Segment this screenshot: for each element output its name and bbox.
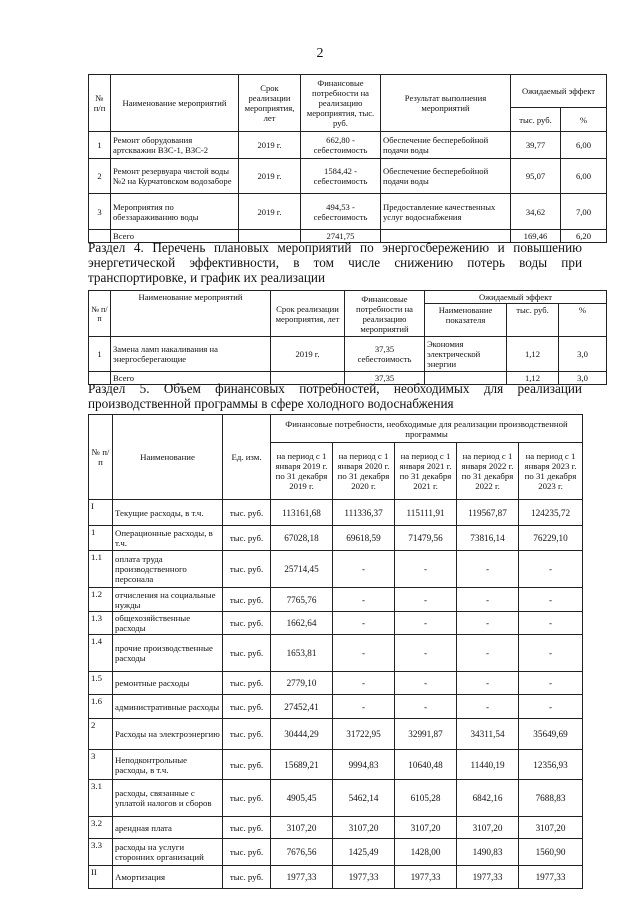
row-unit: тыс. руб. [223,672,271,695]
table-row [89,695,583,719]
row-value: 71479,56 [395,526,457,551]
row-num: 3 [89,750,113,780]
row-name: административные расходы [113,695,223,719]
row-value: - [333,672,395,695]
row-value: 1425,49 [333,839,395,866]
total-label: Всего [111,372,271,385]
row-num: 3.3 [89,839,113,866]
row-value: 1490,83 [457,839,519,866]
row-num: 1.5 [89,672,113,695]
header-effect-pct: % [561,108,607,132]
row-value: 9994,83 [333,750,395,780]
row-name: Амортизация [113,866,223,889]
row-value: - [519,635,583,672]
row-num: 2 [89,159,111,194]
row-num: 1.3 [89,612,113,635]
row-pct: 3,0 [559,337,607,372]
table-row [89,817,583,839]
header-num: № п/п [89,415,113,500]
row-unit: тыс. руб. [223,551,271,588]
row-value: 1977,33 [457,866,519,889]
table-row [89,194,607,230]
row-name: Ремонт оборудования артскважин ВЗС-1, ВЗС-2 [111,132,239,159]
row-value: 30444,29 [271,719,333,750]
table-row [89,839,583,866]
row-name: Ремонт резервуара чистой воды №2 на Курчатовском водозаборе [111,159,239,194]
row-value: - [333,551,395,588]
row-unit: тыс. руб. [223,817,271,839]
row-value: - [333,695,395,719]
row-result: Обеспечение бесперебойной подачи воды [381,132,511,159]
row-value: - [395,672,457,695]
table-row [89,866,583,889]
row-finance: 1584,42 - себестоимость [301,159,381,194]
row-name: ремонтные расходы [113,672,223,695]
row-unit: тыс. руб. [223,612,271,635]
row-value: 32991,87 [395,719,457,750]
row-effect: 34,62 [511,194,561,230]
row-num: 3 [89,194,111,230]
row-num: 3.2 [89,817,113,839]
row-value: 7688,83 [519,780,583,817]
total-effect: 1,12 [507,372,559,385]
row-num: 1 [89,526,113,551]
row-value: 1977,33 [395,866,457,889]
row-num: 1.1 [89,551,113,588]
row-unit: тыс. руб. [223,500,271,526]
table-row [89,500,583,526]
row-num: 1.2 [89,588,113,612]
header-unit: тыс. руб. [507,304,559,337]
total-effect: 169,46 [511,230,561,243]
row-value: 1977,33 [271,866,333,889]
table-row [89,159,607,194]
row-term: 2019 г. [239,132,301,159]
header-period-2023: на период с 1 января 2023 г. по 31 декабря 2023 г. [519,443,583,500]
row-value: 115111,91 [395,500,457,526]
table-row [89,612,583,635]
header-num: № п/п [89,291,111,337]
row-name: Операционные расходы, в т.ч. [113,526,223,551]
row-value: 113161,68 [271,500,333,526]
row-value: 111336,37 [333,500,395,526]
row-pct: 6,00 [561,159,607,194]
row-value: - [519,695,583,719]
row-value: 35649,69 [519,719,583,750]
row-unit: тыс. руб. [223,526,271,551]
table-row [89,672,583,695]
row-pct: 6,00 [561,132,607,159]
total-label: Всего [111,230,239,243]
header-name: Наименование мероприятий [111,75,239,132]
total-pct: 6,20 [561,230,607,243]
table-row [89,526,583,551]
header-indicator: Наименование показателя [425,304,507,337]
row-value: - [519,612,583,635]
row-value: 4905,45 [271,780,333,817]
row-value: 3107,20 [271,817,333,839]
header-finance: Финансовые потребности на реализацию мероприятий [345,291,425,337]
row-value: 15689,21 [271,750,333,780]
row-term: 2019 г. [239,159,301,194]
header-num: № п/п [89,75,111,132]
row-unit: тыс. руб. [223,750,271,780]
row-unit: тыс. руб. [223,866,271,889]
row-value: - [519,588,583,612]
header-period-2020: на период с 1 января 2020 г. по 31 декабря 2020 г. [333,443,395,500]
row-value: 1662,64 [271,612,333,635]
row-value: - [395,588,457,612]
row-name: Текущие расходы, в т.ч. [113,500,223,526]
row-value: 1977,33 [519,866,583,889]
row-value: 1977,33 [333,866,395,889]
header-effect: Ожидаемый эффект [511,75,607,108]
row-name: Мероприятия по обеззараживанию воды [111,194,239,230]
total-finance: 37,35 [345,372,425,385]
row-indicator: Экономия электрической энергии [425,337,507,372]
row-value: 31722,95 [333,719,395,750]
row-value: 76229,10 [519,526,583,551]
row-value: 3107,20 [333,817,395,839]
row-value: 1653,81 [271,635,333,672]
table-row [89,719,583,750]
row-value: - [519,672,583,695]
row-term: 2019 г. [271,337,345,372]
row-value: - [395,695,457,719]
financial-needs-table [88,414,583,889]
row-value: - [395,551,457,588]
row-effect: 95,07 [511,159,561,194]
total-pct: 3,0 [559,372,607,385]
row-value: - [457,672,519,695]
row-value: 67028,18 [271,526,333,551]
row-value: - [333,635,395,672]
row-num: 2 [89,719,113,750]
row-value: 1428,00 [395,839,457,866]
row-value: - [457,695,519,719]
row-finance: 37,35 себестоимость [345,337,425,372]
row-name: оплата труда производственного персонала [113,551,223,588]
row-effect: 1,12 [507,337,559,372]
header-term: Срок реализации мероприятия, лет [239,75,301,132]
row-unit: тыс. руб. [223,719,271,750]
header-effect-unit: тыс. руб. [511,108,561,132]
row-unit: тыс. руб. [223,780,271,817]
row-pct: 7,00 [561,194,607,230]
row-value: 69618,59 [333,526,395,551]
row-value: 7765,76 [271,588,333,612]
row-value: - [519,551,583,588]
row-unit: тыс. руб. [223,635,271,672]
row-value: - [395,612,457,635]
row-value: 25714,45 [271,551,333,588]
row-value: 6105,28 [395,780,457,817]
row-name: Замена ламп накаливания на энергосберегающие [111,337,271,372]
row-value: - [395,635,457,672]
row-num: 1.4 [89,635,113,672]
row-unit: тыс. руб. [223,588,271,612]
header-finance: Финансовые потребности на реализацию мероприятия, тыс. руб. [301,75,381,132]
row-name: расходы, связанные с уплатой налогов и сборов [113,780,223,817]
row-name: Неподконтрольные расходы, в т.ч. [113,750,223,780]
table-row [89,635,583,672]
row-value: - [457,588,519,612]
header-period-2022: на период с 1 января 2022 г. по 31 декабря 2022 г. [457,443,519,500]
section-5-heading: Раздел 5. Объем финансовых потребностей, необходимых для реализации производственной программы в сфере холодного водоснабжения [88,381,582,411]
table-row [89,132,607,159]
row-value: 5462,14 [333,780,395,817]
row-unit: тыс. руб. [223,839,271,866]
row-value: 3107,20 [519,817,583,839]
row-value: 124235,72 [519,500,583,526]
row-finance: 662,80 - себестоимость [301,132,381,159]
row-unit: тыс. руб. [223,695,271,719]
row-value: - [333,612,395,635]
row-value: - [333,588,395,612]
row-value: 2779,10 [271,672,333,695]
row-value: 3107,20 [395,817,457,839]
header-effect: Ожидаемый эффект [425,291,607,304]
row-result: Предоставление качественных услуг водоснабжения [381,194,511,230]
row-value: 73816,14 [457,526,519,551]
table-row [89,551,583,588]
row-name: общехозяйственные расходы [113,612,223,635]
row-value: - [457,551,519,588]
row-value: - [457,635,519,672]
row-value: - [457,612,519,635]
row-finance: 494,53 - себестоимость [301,194,381,230]
row-name: прочие производственные расходы [113,635,223,672]
header-result: Результат выполнения мероприятий [381,75,511,132]
row-value: 6842,16 [457,780,519,817]
header-name: Наименование мероприятий [111,291,271,337]
row-value: 119567,87 [457,500,519,526]
row-name: арендная плата [113,817,223,839]
table-row [89,588,583,612]
header-pct: % [559,304,607,337]
page-number: 2 [316,46,324,61]
measures-table [88,74,607,243]
header-period-2021: на период с 1 января 2021 г. по 31 декабря 2021 г. [395,443,457,500]
table-row [89,750,583,780]
header-unit: Ед. изм. [223,415,271,500]
row-name: расходы на услуги сторонних организаций [113,839,223,866]
header-period-2019: на период с 1 января 2019 г. по 31 декабря 2019 г. [271,443,333,500]
row-value: 3107,20 [457,817,519,839]
row-num: I [89,500,113,526]
header-finance: Финансовые потребности, необходимые для реализации производственной программы [271,415,583,443]
row-value: 1560,90 [519,839,583,866]
row-value: 34311,54 [457,719,519,750]
row-num: 1 [89,337,111,372]
row-value: 11440,19 [457,750,519,780]
row-value: 10640,48 [395,750,457,780]
row-effect: 39,77 [511,132,561,159]
row-num: 1 [89,132,111,159]
row-num: II [89,866,113,889]
row-value: 27452,41 [271,695,333,719]
energy-measures-table [88,290,607,385]
row-num: 1.6 [89,695,113,719]
row-name: Расходы на электроэнергию [113,719,223,750]
row-result: Обеспечение бесперебойной подачи воды [381,159,511,194]
header-name: Наименование [113,415,223,500]
total-finance: 2741,75 [301,230,381,243]
row-value: 12356,93 [519,750,583,780]
row-name: отчисления на социальные нужды [113,588,223,612]
row-num: 3.1 [89,780,113,817]
row-term: 2019 г. [239,194,301,230]
header-term: Срок реализации мероприятия, лет [271,291,345,337]
row-value: 7676,56 [271,839,333,866]
section-4-heading: Раздел 4. Перечень плановых мероприятий по энергосбережению и повышению энергетической эффективности, в том числе снижению потерь воды при транспортировке, и график их реализации [88,240,582,285]
table-row [89,780,583,817]
table-row [89,337,607,372]
